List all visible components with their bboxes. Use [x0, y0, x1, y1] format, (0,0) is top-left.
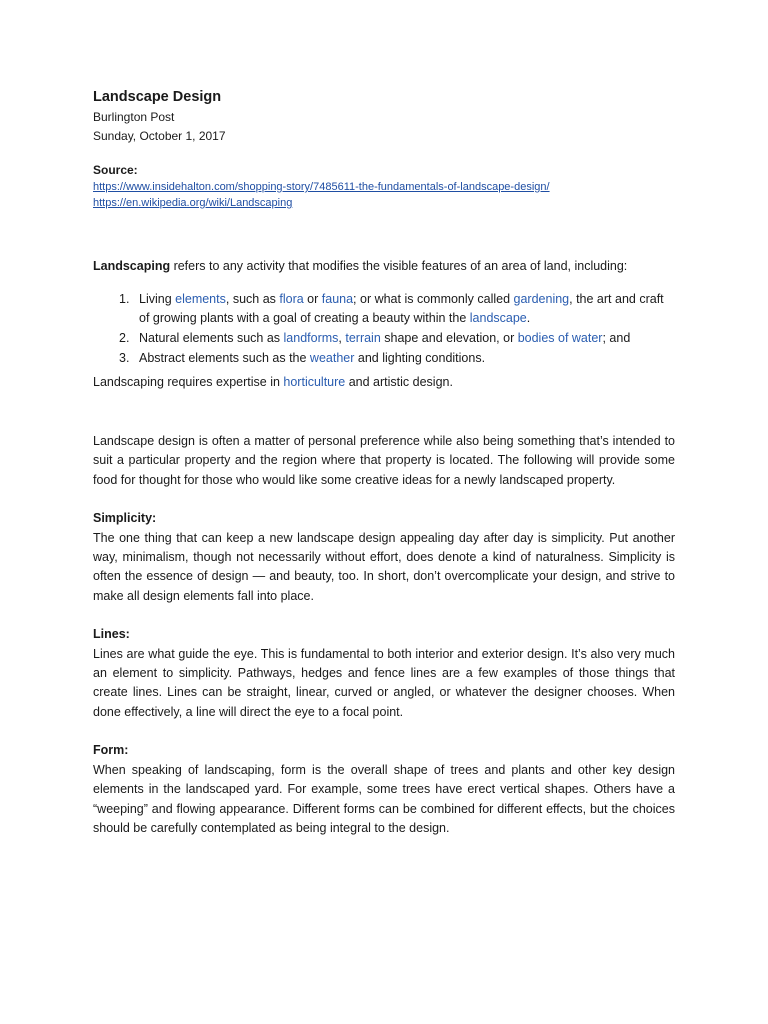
term-flora[interactable]: flora: [279, 292, 304, 306]
design-paragraph: Landscape design is often a matter of personal preference while also being something that’s intended to suit a particular property and the region where that property is located. The following will provide some food for thought for those who would like some creative ideas for a newly landscaped property.: [93, 434, 675, 487]
publication-date: Sunday, October 1, 2017: [93, 129, 226, 143]
term-fauna[interactable]: fauna: [321, 292, 354, 306]
form-paragraph: When speaking of landscaping, form is the overall shape of trees and plants and other key design elements in the landscaped yard. For example, some trees have erect vertical shapes. Others have a “weeping” and flowing appearance. Different forms can be combined for different effects, but the choices should be carefully contemplated as being integral to the design.: [93, 762, 675, 835]
list-item: 2. Natural elements such as landforms, terrain shape and elevation, or bodies of water; and: [93, 329, 675, 348]
list-number: 1.: [119, 292, 130, 306]
term-terrain[interactable]: terrain: [345, 331, 381, 345]
document-page: [93, 86, 675, 838]
term-landforms[interactable]: landforms: [283, 331, 339, 345]
source-link-wikipedia[interactable]: https://en.wikipedia.org/wiki/Landscaping: [93, 197, 293, 209]
list-item: 3. Abstract elements such as the weather and lighting conditions.: [93, 349, 675, 368]
expertise-paragraph: Landscaping requires expertise in horticulture and artistic design.: [93, 375, 453, 389]
term-horticulture[interactable]: horticulture: [283, 375, 346, 389]
intro-paragraph: Landscaping refers to any activity that modifies the visible features of an area of land, including:: [93, 259, 628, 273]
list-number: 2.: [119, 331, 130, 345]
term-weather[interactable]: weather: [309, 351, 355, 365]
intro-term: Landscaping: [93, 259, 171, 273]
term-bodies-of-water[interactable]: bodies of water: [517, 331, 603, 345]
term-gardening[interactable]: gardening: [513, 292, 570, 306]
term-landscape[interactable]: landscape: [469, 311, 527, 325]
publication-name: Burlington Post: [93, 110, 175, 124]
source-link-insidehalton[interactable]: https://www.insidehalton.com/shopping-story/7485611-the-fundamentals-of-landscape-design/: [93, 181, 550, 193]
list-item: 1. Living elements, such as flora or fauna; or what is commonly called gardening, the art and craft of growing plants with a goal of creating a beauty within the landscape.: [119, 292, 664, 325]
landscaping-list: [93, 290, 675, 368]
lines-paragraph: Lines are what guide the eye. This is fundamental to both interior and exterior design. It’s also very much an element to simplicity. Pathways, hedges and fence lines are a few examples of those things that create lines. Lines can be straight, linear, curved or angled, or whatever the designer chooses. When done effectively, a line will direct the eye to a focal point.: [93, 646, 675, 719]
simplicity-heading: Simplicity:: [93, 511, 157, 526]
term-elements[interactable]: elements: [175, 292, 226, 306]
simplicity-paragraph: The one thing that can keep a new landscape design appealing day after day is simplicity. Put another way, minimalism, though not necessarily without effort, does denote a kind of naturalness. Simplicity is often the essence of design — and beauty, too. In short, don’t overcomplicate your design, and strive to make all design elements fall into place.: [93, 530, 675, 603]
document-title: Landscape Design: [93, 89, 222, 105]
lines-heading: Lines:: [93, 627, 130, 642]
list-number: 3.: [119, 351, 130, 365]
form-heading: Form:: [93, 743, 129, 758]
source-label: Source:: [93, 163, 138, 177]
